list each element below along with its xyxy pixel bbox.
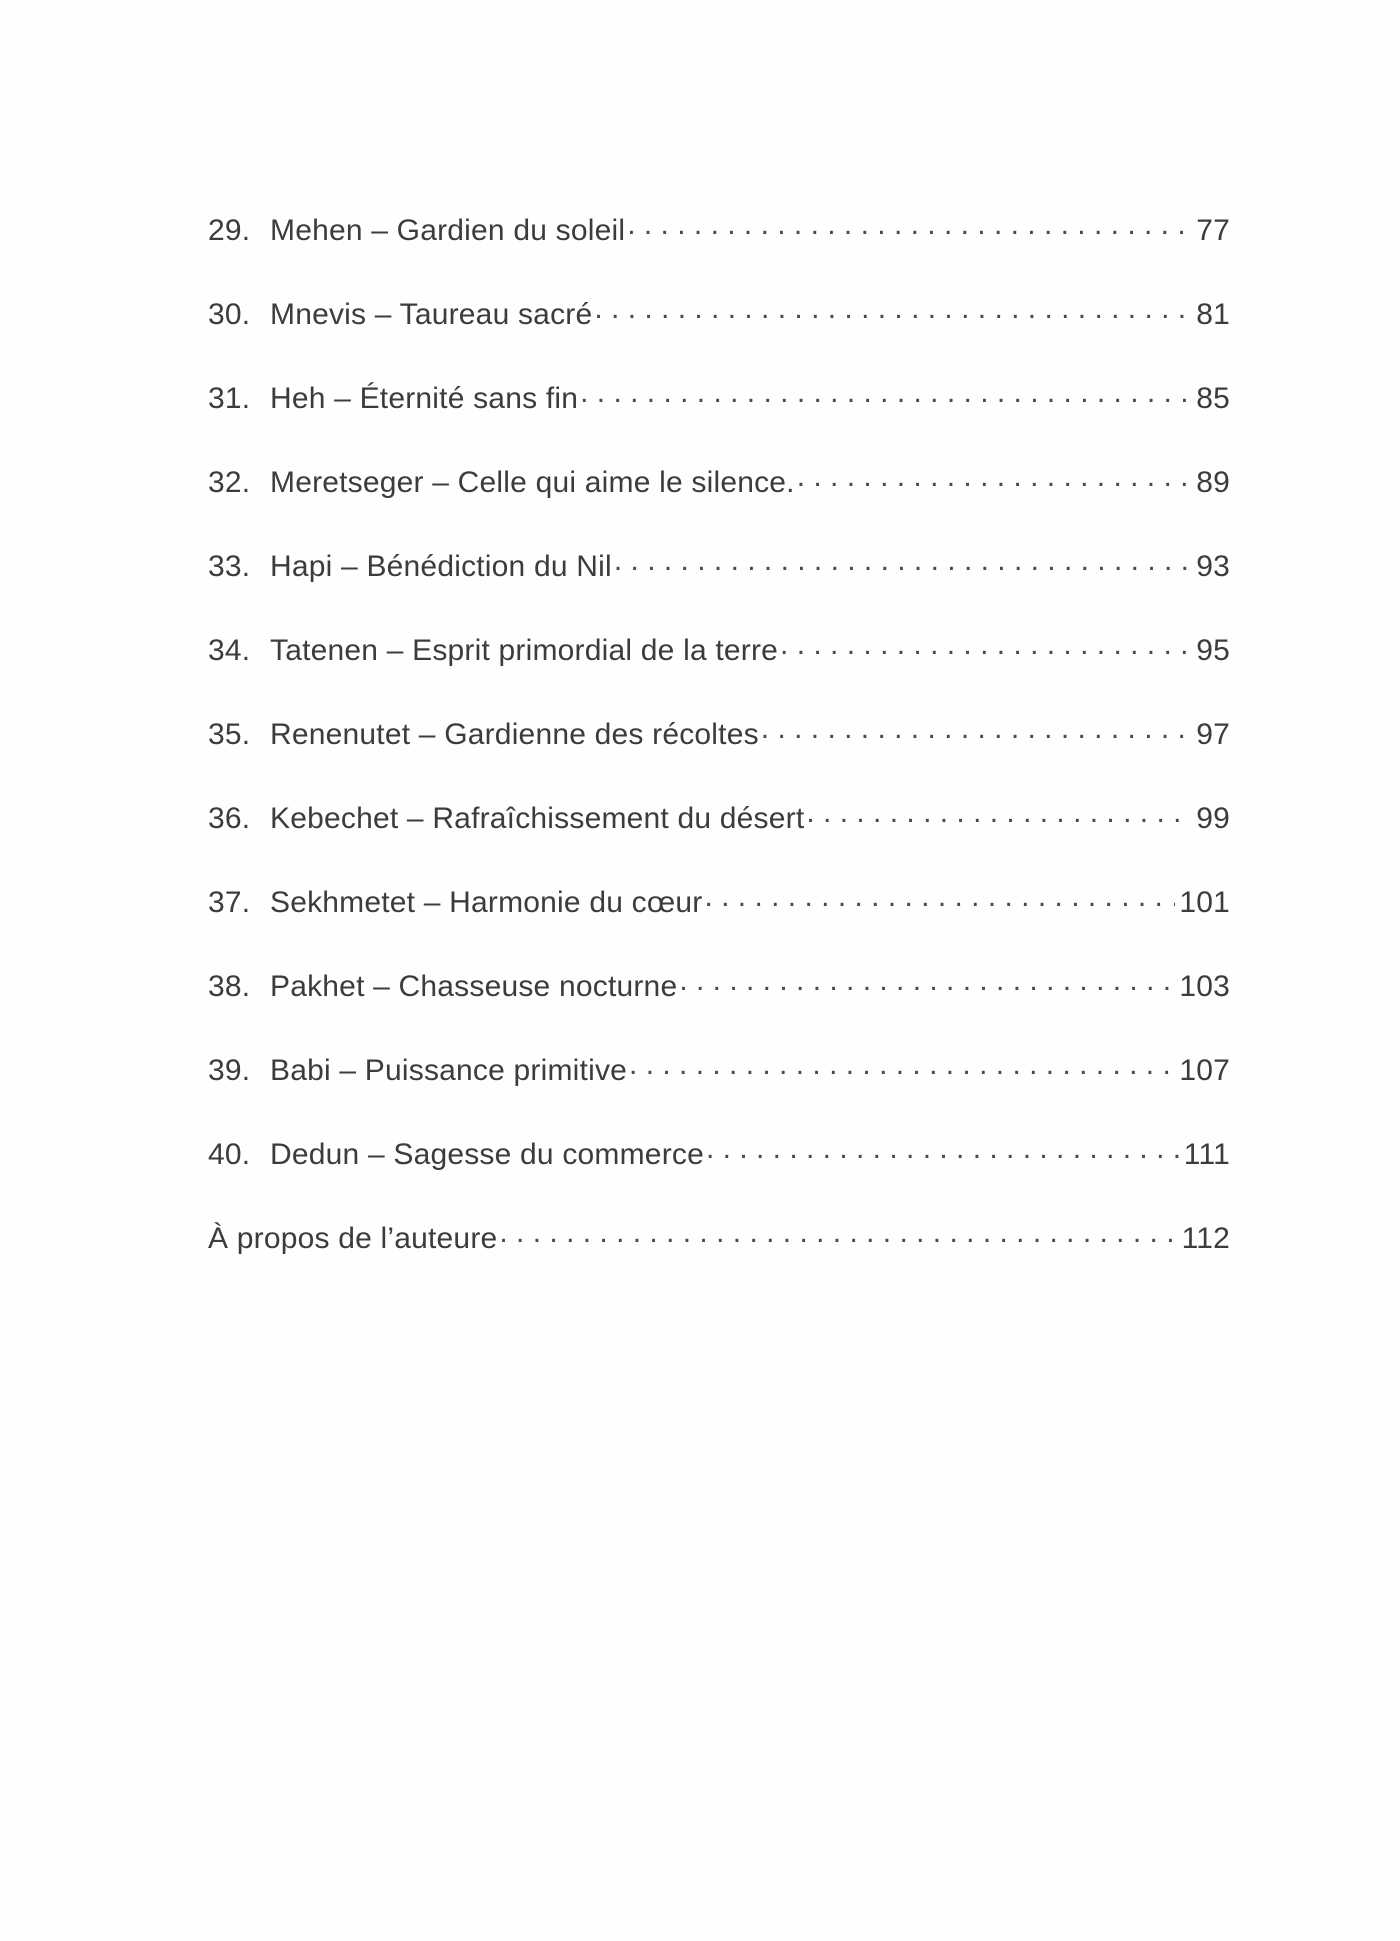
toc-entry-title: Hapi – Bénédiction du Nil (270, 550, 612, 583)
toc-entry-title: Kebechet – Rafraîchissement du désert (270, 802, 805, 835)
toc-entry[interactable] (208, 882, 1230, 920)
toc-leader-dots (594, 294, 1192, 324)
toc-entry[interactable] (208, 294, 1230, 332)
toc-leader-dots (704, 882, 1175, 912)
toc-entry[interactable] (208, 378, 1230, 416)
toc-entry-number: 35. (208, 718, 251, 751)
toc-entry[interactable] (208, 966, 1230, 1004)
toc-entry[interactable] (208, 210, 1230, 248)
toc-leader-dots (679, 966, 1175, 996)
toc-leader-dots (629, 1050, 1175, 1080)
toc-entry-title: Mehen – Gardien du soleil (270, 214, 626, 247)
toc-entry-title: Mnevis – Taureau sacré (270, 298, 593, 331)
toc-entry-page: 81 (1196, 298, 1230, 331)
toc-entry-number: 37. (208, 886, 251, 919)
toc-entry-page: 97 (1196, 718, 1230, 751)
toc-entry[interactable] (208, 1134, 1230, 1172)
toc-entry-page: 95 (1196, 634, 1230, 667)
toc-entry-number: 39. (208, 1054, 251, 1087)
toc-leader-dots (780, 630, 1192, 660)
toc-entry-title: Pakhet – Chasseuse nocturne (270, 970, 678, 1003)
toc-entry[interactable] (208, 462, 1230, 500)
toc-leader-dots (614, 546, 1192, 576)
toc-entry-title: Renenutet – Gardienne des récoltes (270, 718, 759, 751)
toc-leader-dots (627, 210, 1192, 240)
toc-entry-number: 32. (208, 466, 251, 499)
toc-entry-page: 101 (1179, 886, 1230, 919)
toc-entry[interactable] (208, 546, 1230, 584)
toc-leader-dots (499, 1218, 1177, 1248)
toc-entry-title: Dedun – Sagesse du commerce (270, 1138, 704, 1171)
toc-entry[interactable] (208, 714, 1230, 752)
toc-entry-page: 89 (1196, 466, 1230, 499)
toc-entry-title: À propos de l’auteure (208, 1222, 498, 1255)
toc-entry-number: 29. (208, 214, 251, 247)
toc-entry-number: 36. (208, 802, 251, 835)
toc-entry-title: Tatenen – Esprit primordial de la terre (270, 634, 779, 667)
toc-entry-page: 77 (1196, 214, 1230, 247)
toc-entry-title: Babi – Puissance primitive (270, 1054, 628, 1087)
toc-entry-page: 85 (1196, 382, 1230, 415)
toc-entry[interactable] (208, 1050, 1230, 1088)
toc-leader-dots (806, 798, 1192, 828)
toc-entry-title: Sekhmetet – Harmonie du cœur (270, 886, 703, 919)
toc-entry-page: 93 (1196, 550, 1230, 583)
toc-leader-dots (761, 714, 1192, 744)
toc-entry-number: 30. (208, 298, 251, 331)
toc-entry-number: 34. (208, 634, 251, 667)
toc-entry-page: 103 (1179, 970, 1230, 1003)
toc-entry[interactable] (208, 798, 1230, 836)
toc-entry-number: 33. (208, 550, 251, 583)
toc-leader-dots (797, 462, 1193, 492)
toc-entry-about-author[interactable] (208, 1218, 1230, 1256)
toc-entry-page: 111 (1183, 1138, 1230, 1171)
toc-entry-page: 112 (1181, 1222, 1230, 1255)
toc-entry-title: Heh – Éternité sans fin (270, 382, 579, 415)
toc-entry-number: 31. (208, 382, 251, 415)
toc-entry-page: 99 (1196, 802, 1230, 835)
toc-entry-title: Meretseger – Celle qui aime le silence. (270, 466, 795, 499)
toc-leader-dots (706, 1134, 1180, 1164)
table-of-contents (208, 210, 1230, 1302)
toc-entry-number: 40. (208, 1138, 251, 1171)
toc-entry[interactable] (208, 630, 1230, 668)
toc-entry-number: 38. (208, 970, 251, 1003)
toc-leader-dots (580, 378, 1192, 408)
toc-entry-page: 107 (1179, 1054, 1230, 1087)
